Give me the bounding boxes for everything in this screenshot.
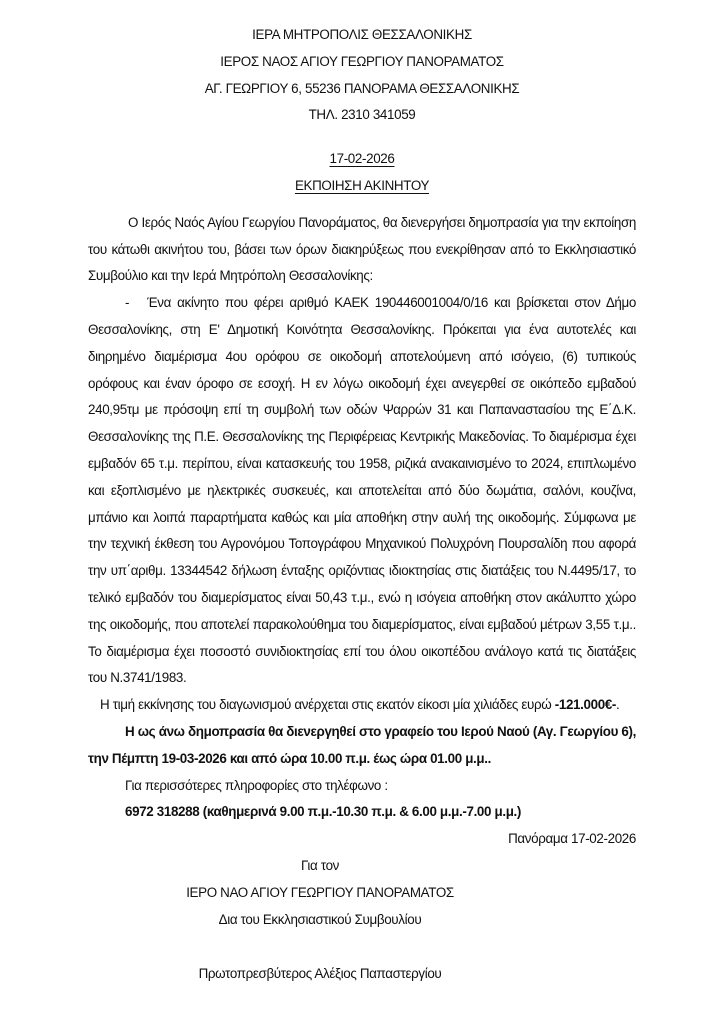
list-dash-marker: - xyxy=(125,295,130,311)
letterhead-line-2: ΙΕΡΟΣ ΝΑΟΣ ΑΓΙΟΥ ΓΕΩΡΓΙΟΥ ΠΑΝΟΡΑΜΑΤΟΣ xyxy=(220,53,504,69)
auction-schedule: Η ως άνω δημοπρασία θα διενεργηθεί στο γραφείο του Ιερού Ναού (Αγ. Γεωργίου 6), την Πέμπτη 19-03-2026 και από ώρα 10.00 π.μ. έως ώρα 01.00 μ.μ.. xyxy=(88,723,636,766)
closing-block xyxy=(88,853,636,988)
closing-via-line: Δια του Εκκλησιαστικού Συμβουλίου xyxy=(218,911,422,927)
property-description xyxy=(88,290,636,692)
place-date: Πανόραμα 17-02-2026 xyxy=(508,831,636,847)
phone-line: 6972 318288 (καθημερινά 9.00 π.μ.-10.30 π.μ. & 6.00 μ.μ.-7.00 μ.μ.) xyxy=(125,804,522,820)
letterhead-line-1: ΙΕΡΑ ΜΗΤΡΟΠΟΛΙΣ ΘΕΣΣΑΛΟΝΙΚΗΣ xyxy=(252,27,472,42)
closing-church-line: ΙΕΡΟ ΝΑΟ ΑΓΙΟΥ ΓΕΩΡΓΙΟΥ ΠΑΝΟΡΑΜΑΤΟΣ xyxy=(186,884,454,900)
price-tail-text: . xyxy=(616,697,620,713)
signature-name: Πρωτοπρεσβύτερος Αλέξιος Παπαστεργίου xyxy=(198,966,442,982)
heading-block xyxy=(88,146,636,200)
info-line: Για περισσότερες πληροφορίες στο τηλέφωνο : xyxy=(125,777,388,793)
document-title: ΕΚΠΟΙΗΣΗ ΑΚΙΝΗΤΟΥ xyxy=(294,177,430,193)
date-heading: 17-02-2026 xyxy=(329,151,395,167)
letterhead-line-3: ΑΓ. ΓΕΩΡΓΙΟΥ 6, 55236 ΠΑΝΟΡΑΜΑ ΘΕΣΣΑΛΟΝΙΚΗΣ xyxy=(204,80,520,96)
closing-for-line: Για τον xyxy=(300,857,340,873)
price-amount: -121.000€- xyxy=(554,697,617,713)
price-lead-text: Η τιμή εκκίνησης του διαγωνισμού ανέρχεται στις εκατόν είκοσι μία χιλιάδες ευρώ xyxy=(100,697,555,713)
price-line xyxy=(88,692,636,719)
letterhead xyxy=(88,22,636,129)
intro-paragraph: Ο Ιερός Ναός Αγίου Γεωργίου Πανοράματος, θα διενεργήσει δημοπρασία για την εκποίηση του κάτωθι ακινήτου του, βάσει των όρων διακηρύξεως που ενεκρίθησαν από το Εκκλησιαστικό Συμβούλιο και την Ιερά Μητρόπολη Θεσσαλονίκης: xyxy=(88,214,636,284)
property-description-text: Ένα ακίνητο που φέρει αριθμό ΚΑΕΚ 190446001004/0/16 και βρίσκεται στον Δήμο Θεσσαλονίκης, στη Ε' Δημοτική Κοινότητα Θεσσαλονίκης. Πρόκειται για ένα αυτοτελές και διηρημένο διαμέρισμα 4ου ορόφου σε οικοδομή αποτελούμενη από ισόγειο, (6) τυπικούς ορόφους και έναν όροφο σε εσοχή. Η εν λόγω οικοδομή έχει ανεγερθεί σε οικόπεδο εμβαδού 240,95τμ με πρόσοψη επί τη συμβολή των οδών Ψαρρών 31 και Παπαναστασίου της Ε΄Δ.Κ. Θεσσαλονίκης της Π.Ε. Θεσσαλονίκης της Περιφέρειας Κεντρικής Μακεδονίας. Το διαμέρισμα έχει εμβαδόν 65 τ.μ. περίπου, είναι κατασκευής του 1958, ριζικά ανακαινισμένο το 2024, επιπλωμένο και εξοπλισμένο με ηλεκτρικές συσκευές, και αποτελείται από δύο δωμάτια, σαλόνι, κουζίνα, μπάνιο και λοιπά παραρτήματα καθώς και μία αποθήκη στην αυλή της οικοδομής. Σύμφωνα με την τεχνική έκθεση του Αγρονόμου Τοπογράφου Μηχανικού Πολυχρόνη Πουρσαλίδη που αφορά την υπ΄αριθμ. 13344542 δήλωση ένταξης οριζόντιας ιδιοκτησίας στις διατάξεις του Ν.4495/17, το τελικό εμβαδόν του διαμερίσματος είναι 50,43 τ.μ., ενώ η ισόγεια αποθήκη στον ακάλυπτο χώρο της οικοδομής, που αποτελεί παρακολούθημα του διαμερίσματος, είναι εμβαδού μέτρων 3,55 τ.μ.. Το διαμέρισμα έχει ποσοστό συνιδιοκτησίας επί του όλου οικοπέδου ανάλογο κατά τις διατάξεις του Ν.3741/1983. xyxy=(88,295,636,686)
letterhead-line-4: ΤΗΛ. 2310 341059 xyxy=(308,107,416,123)
